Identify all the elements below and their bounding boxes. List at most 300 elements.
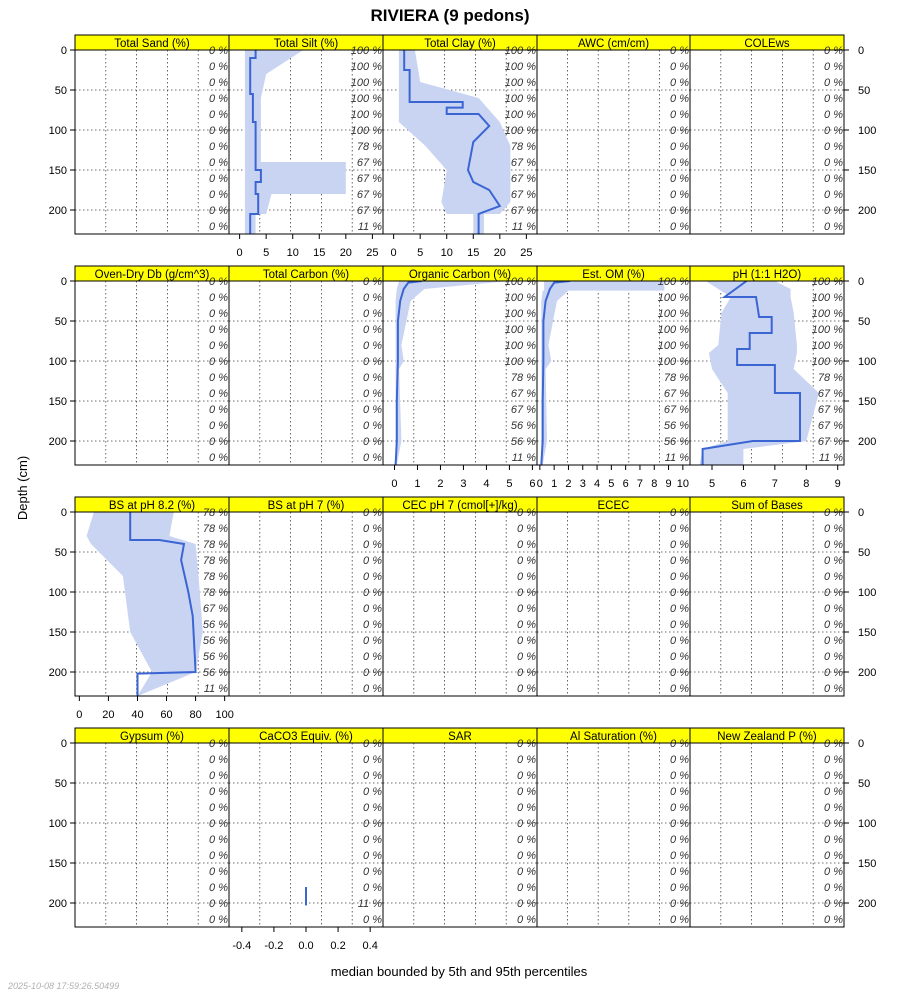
panel-title: BS at pH 8.2 (%) <box>108 500 196 512</box>
data-completeness-label: 100 % <box>657 292 689 304</box>
data-completeness-label: 0 % <box>517 507 536 519</box>
data-completeness-label: 0 % <box>824 555 843 567</box>
y-tick-label: 0 <box>858 276 865 288</box>
x-tick-label: 2 <box>437 478 444 490</box>
panel-al-saturation <box>537 728 690 927</box>
data-completeness-label: 0 % <box>209 436 228 448</box>
data-completeness-label: 0 % <box>363 651 382 663</box>
data-completeness-label: 0 % <box>824 125 843 137</box>
data-completeness-label: 0 % <box>670 850 689 862</box>
y-tick-label: 150 <box>48 627 67 639</box>
data-completeness-label: 0 % <box>363 866 382 878</box>
panel-frame <box>690 512 844 696</box>
x-tick-label: 0 <box>536 478 543 490</box>
data-completeness-label: 0 % <box>517 818 536 830</box>
data-completeness-label: 0 % <box>363 388 382 400</box>
data-completeness-label: 100 % <box>657 324 689 336</box>
data-completeness-label: 0 % <box>824 898 843 910</box>
data-completeness-label: 0 % <box>670 667 689 679</box>
y-tick-label: 100 <box>48 818 67 830</box>
y-tick-label: 200 <box>48 898 67 910</box>
data-completeness-label: 0 % <box>824 635 843 647</box>
panel-title: CaCO3 Equiv. (%) <box>259 731 353 743</box>
x-tick-label: -0.2 <box>264 940 284 952</box>
data-completeness-label: 0 % <box>209 45 228 57</box>
data-completeness-label: 0 % <box>363 452 382 464</box>
panel-title: COLEws <box>744 38 790 50</box>
data-completeness-label: 0 % <box>517 898 536 910</box>
panel-title: Total Clay (%) <box>424 38 496 50</box>
data-completeness-label: 0 % <box>670 914 689 926</box>
y-tick-label: 0 <box>60 738 67 750</box>
data-completeness-label: 0 % <box>363 683 382 695</box>
panel-frame <box>75 50 229 234</box>
data-completeness-label: 0 % <box>517 786 536 798</box>
x-tick-label: 5 <box>506 478 513 490</box>
panel-title: pH (1:1 H2O) <box>732 269 802 281</box>
data-completeness-label: 0 % <box>670 587 689 599</box>
timestamp-footer: 2025-10-08 17:59:26.50499 <box>8 981 120 991</box>
data-completeness-label: 0 % <box>517 754 536 766</box>
panel-gridlines <box>75 50 229 234</box>
panel-gypsum <box>75 728 229 927</box>
data-completeness-label: 100 % <box>504 292 536 304</box>
data-completeness-label: 0 % <box>824 587 843 599</box>
data-completeness-label: 0 % <box>363 571 382 583</box>
data-completeness-label: 0 % <box>363 738 382 750</box>
data-completeness-label: 0 % <box>824 754 843 766</box>
data-completeness-label: 0 % <box>363 786 382 798</box>
data-completeness-label: 0 % <box>824 221 843 233</box>
data-completeness-label: 67 % <box>510 189 536 201</box>
data-completeness-label: 67 % <box>663 404 689 416</box>
x-tick-label: 100 <box>215 709 234 721</box>
data-completeness-label: 100 % <box>504 276 536 288</box>
data-completeness-label: 100 % <box>811 292 843 304</box>
data-completeness-label: 0 % <box>670 818 689 830</box>
panel-title: Sum of Bases <box>731 500 803 512</box>
data-completeness-label: 0 % <box>209 834 228 846</box>
data-completeness-label: 67 % <box>510 173 536 185</box>
data-completeness-label: 67 % <box>202 603 228 615</box>
data-completeness-label: 0 % <box>363 507 382 519</box>
data-completeness-label: 100 % <box>811 324 843 336</box>
data-completeness-label: 0 % <box>824 834 843 846</box>
data-completeness-label: 100 % <box>350 93 382 105</box>
data-completeness-label: 56 % <box>663 436 689 448</box>
x-tick-label: 1 <box>551 478 558 490</box>
panel-new-zealand-p <box>690 728 844 927</box>
panel-gridlines <box>75 281 229 465</box>
data-completeness-label: 0 % <box>824 818 843 830</box>
data-completeness-label: 0 % <box>824 173 843 185</box>
data-completeness-label: 0 % <box>670 898 689 910</box>
data-completeness-label: 0 % <box>670 571 689 583</box>
y-tick-label: 0 <box>858 45 865 57</box>
x-tick-label: 2 <box>565 478 572 490</box>
panel-title: ECEC <box>597 500 630 512</box>
data-completeness-label: 0 % <box>670 157 689 169</box>
data-completeness-label: 0 % <box>209 404 228 416</box>
panel-frame <box>75 743 229 927</box>
x-tick-label: 7 <box>771 478 778 490</box>
y-tick-label: 150 <box>858 396 877 408</box>
panel-total-silt <box>229 35 383 234</box>
data-completeness-label: 0 % <box>363 324 382 336</box>
data-completeness-label: 0 % <box>209 157 228 169</box>
data-completeness-label: 0 % <box>363 587 382 599</box>
data-completeness-label: 0 % <box>363 603 382 615</box>
data-completeness-label: 67 % <box>817 436 843 448</box>
data-completeness-label: 0 % <box>670 882 689 894</box>
data-completeness-label: 0 % <box>209 420 228 432</box>
y-tick-label: 50 <box>54 547 67 559</box>
x-tick-label: 25 <box>520 247 533 259</box>
y-tick-label: 200 <box>858 898 877 910</box>
data-completeness-label: 0 % <box>670 109 689 121</box>
data-completeness-label: 100 % <box>811 340 843 352</box>
x-tick-label: 20 <box>493 247 506 259</box>
x-tick-label: 10 <box>676 478 689 490</box>
data-completeness-label: 0 % <box>824 866 843 878</box>
data-completeness-label: 0 % <box>670 205 689 217</box>
y-tick-label: 150 <box>48 396 67 408</box>
data-completeness-label: 0 % <box>824 93 843 105</box>
data-completeness-label: 0 % <box>824 205 843 217</box>
data-completeness-label: 0 % <box>517 635 536 647</box>
panel-gridlines <box>229 512 383 696</box>
x-tick-label: 5 <box>708 478 716 490</box>
data-completeness-label: 11 % <box>511 221 536 233</box>
data-completeness-label: 56 % <box>510 420 536 432</box>
data-completeness-label: 0 % <box>209 109 228 121</box>
data-completeness-label: 100 % <box>811 276 843 288</box>
data-completeness-label: 0 % <box>670 125 689 137</box>
panel-title: Gypsum (%) <box>120 731 184 743</box>
y-tick-label: 0 <box>60 507 67 519</box>
data-completeness-label: 0 % <box>363 850 382 862</box>
data-completeness-label: 11 % <box>818 452 843 464</box>
x-tick-label: 3 <box>460 478 467 490</box>
x-tick-label: 0.0 <box>298 940 314 952</box>
data-completeness-label: 0 % <box>670 683 689 695</box>
data-completeness-label: 0 % <box>824 738 843 750</box>
data-completeness-label: 11 % <box>357 221 382 233</box>
x-tick-label: 3 <box>579 478 586 490</box>
data-completeness-label: 0 % <box>363 276 382 288</box>
y-tick-label: 200 <box>858 667 877 679</box>
data-completeness-label: 0 % <box>517 914 536 926</box>
data-completeness-label: 78 % <box>202 587 228 599</box>
data-completeness-label: 78 % <box>510 141 536 153</box>
data-completeness-label: 0 % <box>824 157 843 169</box>
data-completeness-label: 0 % <box>670 635 689 647</box>
data-completeness-label: 0 % <box>670 555 689 567</box>
data-completeness-label: 100 % <box>504 324 536 336</box>
data-completeness-label: 0 % <box>824 683 843 695</box>
data-completeness-label: 0 % <box>209 141 228 153</box>
x-tick-label: 0.4 <box>362 940 378 952</box>
data-completeness-label: 0 % <box>824 619 843 631</box>
panel-title: CEC pH 7 (cmol[+]/kg) <box>402 500 518 512</box>
data-completeness-label: 67 % <box>510 388 536 400</box>
data-completeness-label: 78 % <box>663 372 689 384</box>
data-completeness-label: 0 % <box>517 802 536 814</box>
data-completeness-label: 100 % <box>504 125 536 137</box>
data-completeness-label: 0 % <box>209 356 228 368</box>
x-tick-label: 1 <box>414 478 421 490</box>
data-completeness-label: 0 % <box>209 205 228 217</box>
data-completeness-label: 56 % <box>202 635 228 647</box>
panel-frame <box>537 512 690 696</box>
panel-gridlines <box>690 50 844 234</box>
y-tick-label: 100 <box>858 125 877 137</box>
data-completeness-label: 100 % <box>504 61 536 73</box>
data-completeness-label: 0 % <box>517 882 536 894</box>
data-completeness-label: 0 % <box>517 651 536 663</box>
panel-colews <box>690 35 844 234</box>
y-axis-label: Depth (cm) <box>15 455 30 521</box>
data-completeness-label: 0 % <box>670 173 689 185</box>
panel-bs-at-ph-8-2 <box>75 497 229 696</box>
panel-title: Organic Carbon (%) <box>408 269 512 281</box>
percentile-band <box>399 50 511 234</box>
data-completeness-label: 0 % <box>363 635 382 647</box>
data-completeness-label: 0 % <box>824 571 843 583</box>
data-completeness-label: 67 % <box>356 189 382 201</box>
y-tick-label: 0 <box>60 45 67 57</box>
data-completeness-label: 0 % <box>824 770 843 782</box>
data-completeness-label: 0 % <box>670 221 689 233</box>
data-completeness-label: 0 % <box>824 786 843 798</box>
data-completeness-label: 0 % <box>209 786 228 798</box>
x-tick-label: 0 <box>236 247 243 259</box>
data-completeness-label: 0 % <box>824 882 843 894</box>
data-completeness-label: 0 % <box>209 77 228 89</box>
x-tick-label: 8 <box>803 478 810 490</box>
data-completeness-label: 0 % <box>670 770 689 782</box>
y-tick-label: 150 <box>48 165 67 177</box>
data-completeness-label: 78 % <box>202 523 228 535</box>
data-completeness-label: 0 % <box>363 420 382 432</box>
data-completeness-label: 0 % <box>209 866 228 878</box>
data-completeness-label: 0 % <box>517 539 536 551</box>
data-completeness-label: 0 % <box>209 324 228 336</box>
data-completeness-label: 11 % <box>203 683 228 695</box>
x-tick-label: 10 <box>286 247 299 259</box>
data-completeness-label: 56 % <box>663 420 689 432</box>
x-tick-label: 5 <box>608 478 615 490</box>
y-tick-label: 100 <box>858 818 877 830</box>
data-completeness-label: 56 % <box>202 667 228 679</box>
data-completeness-label: 100 % <box>657 276 689 288</box>
y-tick-label: 100 <box>858 356 877 368</box>
y-tick-label: 200 <box>858 205 877 217</box>
data-completeness-label: 0 % <box>363 372 382 384</box>
data-completeness-label: 0 % <box>824 189 843 201</box>
y-tick-label: 50 <box>54 778 67 790</box>
data-completeness-label: 100 % <box>350 125 382 137</box>
data-completeness-label: 0 % <box>517 523 536 535</box>
percentile-band <box>245 50 346 234</box>
panel-title: Est. OM (%) <box>582 269 645 281</box>
data-completeness-label: 67 % <box>663 388 689 400</box>
chart-title: RIVIERA (9 pedons) <box>370 6 530 25</box>
data-completeness-label: 67 % <box>356 173 382 185</box>
panel-total-sand <box>75 35 229 234</box>
data-completeness-label: 0 % <box>209 93 228 105</box>
x-tick-label: 0 <box>391 478 398 490</box>
y-tick-label: 150 <box>858 858 877 870</box>
data-completeness-label: 67 % <box>510 404 536 416</box>
data-completeness-label: 0 % <box>670 619 689 631</box>
data-completeness-label: 0 % <box>363 667 382 679</box>
data-completeness-label: 0 % <box>363 619 382 631</box>
data-completeness-label: 100 % <box>657 308 689 320</box>
data-completeness-label: 0 % <box>824 45 843 57</box>
data-completeness-label: 0 % <box>670 834 689 846</box>
panel-frame <box>690 50 844 234</box>
panel-title: BS at pH 7 (%) <box>267 500 345 512</box>
data-completeness-label: 0 % <box>517 683 536 695</box>
y-tick-label: 200 <box>48 667 67 679</box>
panel-total-clay <box>383 35 537 234</box>
data-completeness-label: 0 % <box>209 308 228 320</box>
data-completeness-label: 0 % <box>670 539 689 551</box>
data-completeness-label: 67 % <box>510 157 536 169</box>
panel-title: Total Silt (%) <box>273 38 339 50</box>
panel-gridlines <box>383 512 537 696</box>
data-completeness-label: 0 % <box>824 61 843 73</box>
y-tick-label: 50 <box>858 85 871 97</box>
data-completeness-label: 0 % <box>670 141 689 153</box>
y-tick-label: 50 <box>858 547 871 559</box>
panel-ecec <box>537 497 690 696</box>
y-tick-label: 100 <box>48 587 67 599</box>
data-completeness-label: 0 % <box>209 850 228 862</box>
data-completeness-label: 100 % <box>350 77 382 89</box>
panel-gridlines <box>75 743 229 927</box>
data-completeness-label: 0 % <box>363 914 382 926</box>
data-completeness-label: 0 % <box>517 738 536 750</box>
y-tick-label: 100 <box>858 587 877 599</box>
panel-frame <box>383 512 537 696</box>
panel-title: AWC (cm/cm) <box>577 38 650 50</box>
data-completeness-label: 100 % <box>504 356 536 368</box>
x-tick-label: 0.2 <box>330 940 346 952</box>
data-completeness-label: 78 % <box>202 555 228 567</box>
panel-gridlines <box>690 743 844 927</box>
percentile-band <box>541 281 664 465</box>
data-completeness-label: 56 % <box>202 619 228 631</box>
panel-cec-ph-7-cmol-kg <box>383 497 537 696</box>
x-tick-label: 6 <box>740 478 747 490</box>
data-completeness-label: 0 % <box>824 77 843 89</box>
data-completeness-label: 11 % <box>357 898 382 910</box>
data-completeness-label: 0 % <box>363 818 382 830</box>
data-completeness-label: 0 % <box>209 292 228 304</box>
data-completeness-label: 0 % <box>209 189 228 201</box>
data-completeness-label: 0 % <box>824 109 843 121</box>
x-tick-label: 5 <box>417 247 424 259</box>
data-completeness-label: 100 % <box>504 109 536 121</box>
panel-title: SAR <box>448 731 472 743</box>
data-completeness-label: 0 % <box>209 770 228 782</box>
y-tick-label: 0 <box>858 507 865 519</box>
panel-frame <box>537 743 690 927</box>
data-completeness-label: 100 % <box>350 61 382 73</box>
data-completeness-label: 78 % <box>202 539 228 551</box>
panel-sar <box>383 728 537 927</box>
data-completeness-label: 0 % <box>209 221 228 233</box>
panel-bs-at-ph-7 <box>229 497 383 696</box>
panel-gridlines <box>537 50 690 234</box>
x-tick-label: 9 <box>665 478 672 490</box>
data-completeness-label: 67 % <box>817 388 843 400</box>
data-completeness-label: 100 % <box>504 340 536 352</box>
data-completeness-label: 100 % <box>657 340 689 352</box>
y-tick-label: 200 <box>858 436 877 448</box>
data-completeness-label: 0 % <box>363 770 382 782</box>
data-completeness-label: 11 % <box>664 452 689 464</box>
panel-title: Oven-Dry Db (g/cm^3) <box>94 269 210 281</box>
data-completeness-label: 0 % <box>670 507 689 519</box>
data-completeness-label: 78 % <box>356 141 382 153</box>
y-tick-label: 0 <box>858 738 865 750</box>
data-completeness-label: 0 % <box>517 571 536 583</box>
data-completeness-label: 78 % <box>510 372 536 384</box>
panel-frame <box>690 743 844 927</box>
data-completeness-label: 0 % <box>670 45 689 57</box>
data-completeness-label: 0 % <box>209 173 228 185</box>
x-tick-label: 20 <box>339 247 352 259</box>
x-tick-label: 7 <box>636 478 644 490</box>
x-tick-label: 20 <box>102 709 115 721</box>
x-tick-label: 4 <box>593 478 601 490</box>
data-completeness-label: 0 % <box>209 452 228 464</box>
panel-gridlines <box>690 512 844 696</box>
y-tick-label: 50 <box>858 778 871 790</box>
data-completeness-label: 0 % <box>209 388 228 400</box>
data-completeness-label: 0 % <box>209 372 228 384</box>
panel-frame <box>229 281 383 465</box>
data-completeness-label: 0 % <box>517 770 536 782</box>
data-completeness-label: 0 % <box>824 667 843 679</box>
data-completeness-label: 0 % <box>363 308 382 320</box>
x-tick-label: 5 <box>263 247 270 259</box>
data-completeness-label: 0 % <box>209 882 228 894</box>
data-completeness-label: 0 % <box>670 603 689 615</box>
data-completeness-label: 100 % <box>657 356 689 368</box>
data-completeness-label: 0 % <box>363 404 382 416</box>
data-completeness-label: 100 % <box>350 109 382 121</box>
x-tick-label: 15 <box>313 247 326 259</box>
data-completeness-label: 0 % <box>363 882 382 894</box>
data-completeness-label: 0 % <box>517 834 536 846</box>
panel-frame <box>383 743 537 927</box>
data-completeness-label: 0 % <box>363 802 382 814</box>
data-completeness-label: 0 % <box>670 786 689 798</box>
data-completeness-label: 100 % <box>504 308 536 320</box>
data-completeness-label: 67 % <box>356 205 382 217</box>
x-axis-label: median bounded by 5th and 95th percentiles <box>330 964 588 979</box>
data-completeness-label: 0 % <box>517 587 536 599</box>
data-completeness-label: 78 % <box>817 372 843 384</box>
data-completeness-label: 100 % <box>504 45 536 57</box>
data-completeness-label: 67 % <box>356 157 382 169</box>
y-tick-label: 150 <box>858 627 877 639</box>
panel-ph-1-1-h2o <box>690 266 844 465</box>
